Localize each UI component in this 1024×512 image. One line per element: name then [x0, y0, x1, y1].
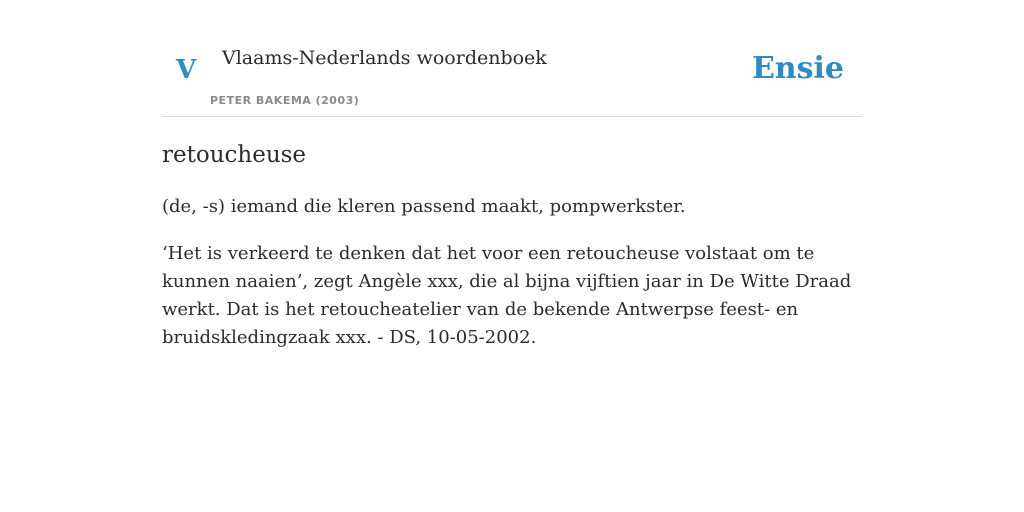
dictionary-page [162, 0, 862, 352]
entry-definition: (de, -s) iemand die kleren passend maakt, pompwerkster. [162, 196, 686, 217]
ensie-brand-link[interactable]: Ensie [751, 51, 844, 86]
entry-quote: ‘Het is verkeerd te denken dat het voor een retoucheuse volstaat om te kunnen naaien’, zegt Angèle xxx, die al bijna vijftien jaar in De Witte Draad werkt. Dat is het retoucheatelier van de bekende Antwerpse feest- en bruidskledingzaak xxx. - DS, 10-05-2002. [162, 243, 852, 348]
dictionary-author: PETER BAKEMA (2003) [210, 94, 360, 107]
entry-headword: retoucheuse [162, 142, 307, 168]
dictionary-header [162, 0, 862, 117]
dictionary-title[interactable]: Vlaams-Nederlands woordenboek [222, 47, 547, 69]
dictionary-logo[interactable]: V [176, 55, 197, 85]
